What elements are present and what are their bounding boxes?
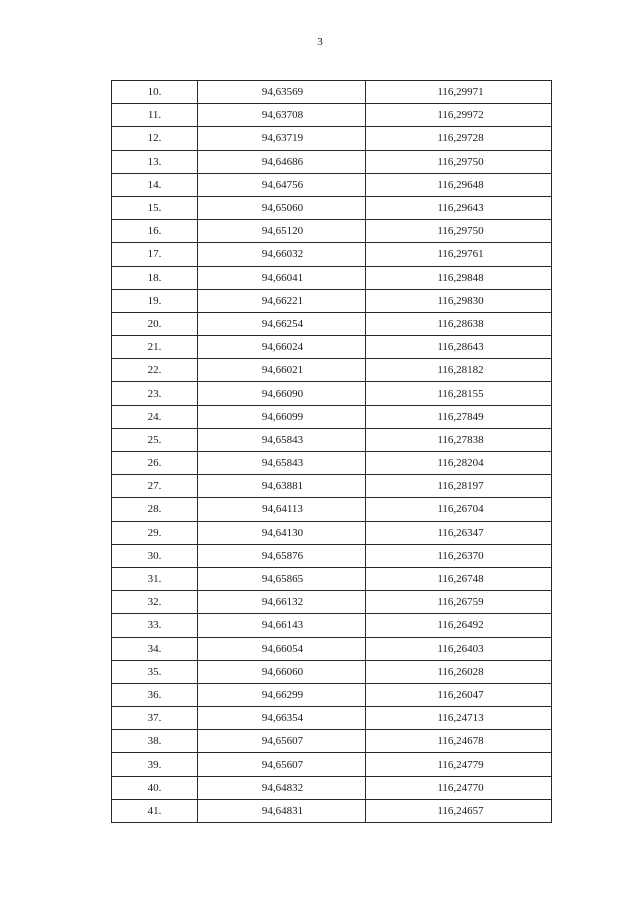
x-coordinate-value: 94,66090	[261, 387, 304, 400]
point-number-cell	[112, 196, 198, 219]
table-row	[112, 799, 552, 822]
x-coordinate-cell	[198, 730, 366, 753]
x-coordinate-value: 94,65120	[261, 225, 304, 238]
y-coordinate-cell	[366, 660, 552, 683]
table-row	[112, 382, 552, 405]
x-coordinate-cell	[198, 289, 366, 312]
x-coordinate-cell	[198, 660, 366, 683]
x-coordinate-value: 94,63569	[261, 86, 304, 99]
point-number-cell	[112, 452, 198, 475]
table-row	[112, 150, 552, 173]
x-coordinate-cell	[198, 81, 366, 104]
table-row	[112, 405, 552, 428]
y-coordinate-cell	[366, 81, 552, 104]
table-row	[112, 220, 552, 243]
x-coordinate-value: 94,65843	[261, 433, 304, 446]
y-coordinate-value: 116,24657	[437, 804, 484, 817]
point-number-value: 35.	[147, 665, 162, 678]
y-coordinate-cell	[366, 475, 552, 498]
y-coordinate-value: 116,26028	[437, 665, 484, 678]
x-coordinate-value: 94,65607	[261, 735, 304, 748]
table-row	[112, 498, 552, 521]
table-row	[112, 614, 552, 637]
y-coordinate-value: 116,29830	[437, 294, 484, 307]
y-coordinate-value: 116,24678	[437, 735, 484, 748]
table-row	[112, 81, 552, 104]
y-coordinate-cell	[366, 312, 552, 335]
table-row	[112, 312, 552, 335]
y-coordinate-value: 116,28643	[437, 341, 484, 354]
x-coordinate-cell	[198, 428, 366, 451]
point-number-cell	[112, 220, 198, 243]
table-row	[112, 104, 552, 127]
x-coordinate-value: 94,64686	[261, 155, 304, 168]
x-coordinate-value: 94,64130	[261, 526, 304, 539]
x-coordinate-value: 94,65865	[261, 573, 304, 586]
x-coordinate-value: 94,66099	[261, 410, 304, 423]
y-coordinate-cell	[366, 336, 552, 359]
x-coordinate-value: 94,63719	[261, 132, 304, 145]
y-coordinate-cell	[366, 776, 552, 799]
table-row	[112, 567, 552, 590]
table-row	[112, 173, 552, 196]
table-row	[112, 428, 552, 451]
y-coordinate-cell	[366, 150, 552, 173]
y-coordinate-cell	[366, 730, 552, 753]
y-coordinate-cell	[366, 521, 552, 544]
x-coordinate-value: 94,66354	[261, 712, 304, 725]
point-number-value: 17.	[147, 248, 162, 261]
table-row	[112, 683, 552, 706]
x-coordinate-value: 94,66132	[261, 596, 304, 609]
y-coordinate-value: 116,26704	[437, 503, 484, 516]
y-coordinate-value: 116,24779	[437, 758, 484, 771]
point-number-cell	[112, 683, 198, 706]
y-coordinate-value: 116,29750	[437, 155, 484, 168]
point-number-value: 24.	[147, 410, 162, 423]
y-coordinate-value: 116,28197	[437, 480, 484, 493]
x-coordinate-cell	[198, 452, 366, 475]
table-row	[112, 730, 552, 753]
y-coordinate-value: 116,26759	[437, 596, 484, 609]
y-coordinate-value: 116,27849	[437, 410, 484, 423]
y-coordinate-cell	[366, 637, 552, 660]
table-row	[112, 707, 552, 730]
x-coordinate-cell	[198, 799, 366, 822]
x-coordinate-value: 94,66143	[261, 619, 304, 632]
point-number-cell	[112, 660, 198, 683]
x-coordinate-value: 94,65607	[261, 758, 304, 771]
point-number-cell	[112, 614, 198, 637]
x-coordinate-cell	[198, 498, 366, 521]
y-coordinate-cell	[366, 127, 552, 150]
x-coordinate-value: 94,64832	[261, 781, 304, 794]
point-number-cell	[112, 336, 198, 359]
point-number-cell	[112, 707, 198, 730]
x-coordinate-value: 94,65843	[261, 457, 304, 470]
table-row	[112, 289, 552, 312]
x-coordinate-value: 94,66021	[261, 364, 304, 377]
x-coordinate-value: 94,64113	[262, 503, 303, 516]
point-number-cell	[112, 289, 198, 312]
y-coordinate-cell	[366, 382, 552, 405]
y-coordinate-cell	[366, 544, 552, 567]
y-coordinate-cell	[366, 614, 552, 637]
x-coordinate-cell	[198, 127, 366, 150]
table-row	[112, 127, 552, 150]
point-number-value: 40.	[147, 781, 162, 794]
table-row	[112, 591, 552, 614]
point-number-value: 31.	[147, 573, 162, 586]
point-number-cell	[112, 567, 198, 590]
y-coordinate-value: 116,29750	[437, 225, 484, 238]
x-coordinate-cell	[198, 707, 366, 730]
table-row	[112, 753, 552, 776]
table-row	[112, 475, 552, 498]
y-coordinate-value: 116,29761	[437, 248, 484, 261]
point-number-value: 38.	[147, 735, 162, 748]
x-coordinate-cell	[198, 382, 366, 405]
point-number-cell	[112, 173, 198, 196]
y-coordinate-cell	[366, 707, 552, 730]
point-number-cell	[112, 475, 198, 498]
y-coordinate-cell	[366, 289, 552, 312]
point-number-cell	[112, 776, 198, 799]
x-coordinate-cell	[198, 405, 366, 428]
y-coordinate-cell	[366, 359, 552, 382]
point-number-value: 18.	[147, 271, 162, 284]
y-coordinate-value: 116,24770	[437, 781, 484, 794]
x-coordinate-cell	[198, 150, 366, 173]
x-coordinate-cell	[198, 312, 366, 335]
point-number-value: 29.	[147, 526, 162, 539]
point-number-value: 16.	[147, 225, 162, 238]
x-coordinate-value: 94,65876	[261, 549, 304, 562]
table-row	[112, 637, 552, 660]
point-number-cell	[112, 405, 198, 428]
point-number-value: 23.	[147, 387, 162, 400]
point-number-cell	[112, 382, 198, 405]
table-row	[112, 452, 552, 475]
table-row	[112, 266, 552, 289]
x-coordinate-value: 94,64831	[261, 804, 304, 817]
y-coordinate-value: 116,26047	[437, 688, 484, 701]
point-number-value: 37.	[147, 712, 162, 725]
y-coordinate-cell	[366, 753, 552, 776]
x-coordinate-cell	[198, 475, 366, 498]
table-row	[112, 243, 552, 266]
y-coordinate-value: 116,27838	[437, 433, 484, 446]
point-number-cell	[112, 127, 198, 150]
y-coordinate-cell	[366, 428, 552, 451]
point-number-value: 41.	[147, 804, 162, 817]
y-coordinate-cell	[366, 173, 552, 196]
y-coordinate-cell	[366, 452, 552, 475]
x-coordinate-value: 94,66032	[261, 248, 304, 261]
x-coordinate-value: 94,66299	[261, 688, 304, 701]
point-number-cell	[112, 591, 198, 614]
y-coordinate-cell	[366, 104, 552, 127]
page-number: 3	[317, 36, 323, 48]
x-coordinate-cell	[198, 637, 366, 660]
point-number-value: 34.	[147, 642, 162, 655]
point-number-cell	[112, 150, 198, 173]
y-coordinate-cell	[366, 243, 552, 266]
point-number-cell	[112, 359, 198, 382]
x-coordinate-value: 94,66060	[261, 665, 304, 678]
y-coordinate-cell	[366, 591, 552, 614]
point-number-cell	[112, 521, 198, 544]
x-coordinate-cell	[198, 591, 366, 614]
y-coordinate-value: 116,28638	[437, 317, 484, 330]
x-coordinate-value: 94,65060	[261, 202, 304, 215]
y-coordinate-value: 116,26347	[437, 526, 484, 539]
point-number-value: 19.	[147, 294, 162, 307]
point-number-value: 30.	[147, 549, 162, 562]
point-number-value: 28.	[147, 503, 162, 516]
table-row	[112, 521, 552, 544]
table-row	[112, 544, 552, 567]
point-number-value: 21.	[147, 341, 162, 354]
point-number-cell	[112, 312, 198, 335]
x-coordinate-value: 94,66221	[261, 294, 304, 307]
y-coordinate-cell	[366, 196, 552, 219]
point-number-value: 26.	[147, 457, 162, 470]
x-coordinate-value: 94,63708	[261, 109, 304, 122]
point-number-value: 20.	[147, 317, 162, 330]
x-coordinate-cell	[198, 544, 366, 567]
x-coordinate-cell	[198, 359, 366, 382]
y-coordinate-cell	[366, 498, 552, 521]
y-coordinate-value: 116,26403	[437, 642, 484, 655]
x-coordinate-cell	[198, 173, 366, 196]
point-number-value: 13.	[147, 155, 162, 168]
point-number-value: 27.	[147, 480, 162, 493]
point-number-value: 39.	[147, 758, 162, 771]
point-number-value: 11.	[147, 109, 162, 122]
point-number-cell	[112, 243, 198, 266]
point-number-value: 22.	[147, 364, 162, 377]
y-coordinate-value: 116,29848	[437, 271, 484, 284]
point-number-cell	[112, 81, 198, 104]
x-coordinate-cell	[198, 776, 366, 799]
point-number-cell	[112, 753, 198, 776]
point-number-cell	[112, 730, 198, 753]
x-coordinate-value: 94,63881	[261, 480, 304, 493]
point-number-cell	[112, 266, 198, 289]
point-number-value: 15.	[147, 202, 162, 215]
x-coordinate-cell	[198, 614, 366, 637]
x-coordinate-value: 94,66041	[261, 271, 304, 284]
x-coordinate-value: 94,66254	[261, 317, 304, 330]
point-number-value: 32.	[147, 596, 162, 609]
point-number-cell	[112, 104, 198, 127]
coordinates-table-body	[112, 81, 552, 823]
y-coordinate-cell	[366, 683, 552, 706]
x-coordinate-cell	[198, 266, 366, 289]
x-coordinate-cell	[198, 521, 366, 544]
table-row	[112, 196, 552, 219]
y-coordinate-value: 116,28155	[437, 387, 484, 400]
x-coordinate-value: 94,66054	[261, 642, 304, 655]
point-number-value: 25.	[147, 433, 162, 446]
point-number-cell	[112, 544, 198, 567]
y-coordinate-value: 116,26370	[437, 549, 484, 562]
x-coordinate-value: 94,64756	[261, 178, 304, 191]
y-coordinate-cell	[366, 567, 552, 590]
y-coordinate-value: 116,29728	[437, 132, 484, 145]
point-number-cell	[112, 799, 198, 822]
point-number-value: 33.	[147, 619, 162, 632]
table-row	[112, 336, 552, 359]
point-number-value: 12.	[147, 132, 162, 145]
table-row	[112, 776, 552, 799]
point-number-cell	[112, 637, 198, 660]
table-row	[112, 660, 552, 683]
y-coordinate-value: 116,28182	[437, 364, 484, 377]
y-coordinate-value: 116,28204	[437, 457, 484, 470]
point-number-value: 36.	[147, 688, 162, 701]
coordinates-table	[111, 80, 552, 823]
y-coordinate-cell	[366, 220, 552, 243]
y-coordinate-cell	[366, 266, 552, 289]
y-coordinate-value: 116,26492	[437, 619, 484, 632]
table-row	[112, 359, 552, 382]
y-coordinate-cell	[366, 405, 552, 428]
point-number-value: 14.	[147, 178, 162, 191]
x-coordinate-cell	[198, 196, 366, 219]
y-coordinate-value: 116,26748	[437, 573, 484, 586]
y-coordinate-value: 116,24713	[437, 712, 484, 725]
x-coordinate-cell	[198, 220, 366, 243]
point-number-value: 10.	[147, 86, 162, 99]
x-coordinate-cell	[198, 104, 366, 127]
x-coordinate-cell	[198, 336, 366, 359]
y-coordinate-value: 116,29972	[437, 109, 484, 122]
x-coordinate-cell	[198, 753, 366, 776]
y-coordinate-value: 116,29643	[437, 202, 484, 215]
point-number-cell	[112, 498, 198, 521]
y-coordinate-value: 116,29971	[437, 86, 484, 99]
x-coordinate-cell	[198, 683, 366, 706]
x-coordinate-value: 94,66024	[261, 341, 304, 354]
y-coordinate-cell	[366, 799, 552, 822]
y-coordinate-value: 116,29648	[437, 178, 484, 191]
x-coordinate-cell	[198, 243, 366, 266]
x-coordinate-cell	[198, 567, 366, 590]
point-number-cell	[112, 428, 198, 451]
